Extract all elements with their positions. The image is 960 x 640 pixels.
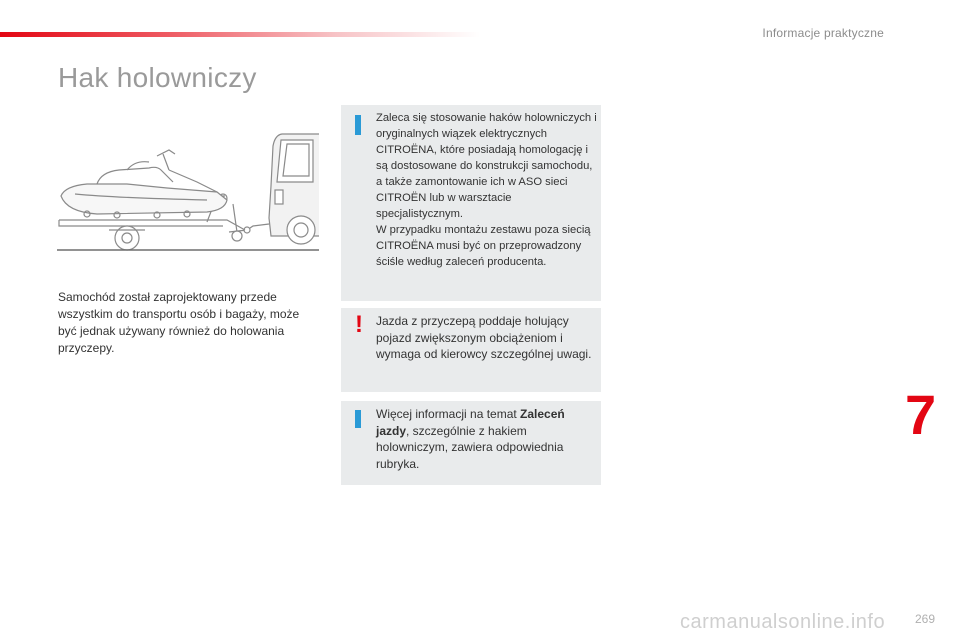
page-number: 269 [915, 612, 936, 626]
warning-note-text: Jazda z przyczepą poddaje holujący pojazd zwiększonym obciążeniom i wymaga od kierowcy szczególnej uwagi. [376, 314, 592, 361]
info-note-driving-text [376, 406, 598, 472]
info-note-driving-advice [341, 401, 601, 485]
driving-advice-link-text: Zaleceń jazdy [376, 407, 565, 438]
header-accent-bar [0, 32, 480, 37]
info-note-text-before: Więcej informacji na temat [376, 407, 521, 421]
warning-icon: ! [355, 311, 363, 338]
intro-paragraph: Samochód został zaprojektowany przede wszystkim do transportu osób i bagaży, może być jednak używany również do holowania przyczepy. [58, 290, 300, 355]
info-icon [355, 115, 361, 135]
info-note-homologation [341, 105, 601, 301]
page-title: Hak holowniczy [58, 62, 257, 93]
info-note-text-after: , szczególnie z hakiem holowniczym, zawiera odpowiednia rubryka. [376, 423, 564, 471]
warning-note-trailer-load [341, 308, 601, 392]
chapter-number: 7 [905, 383, 937, 446]
info-note-text: Zaleca się stosowanie haków holowniczych i oryginalnych wiązek elektrycznych CITROËNA, które posiadają homologację i są dostosowane do konstrukcji samochodu, a także zamontowanie ich w ASO sieci CITROËN lub w warsztacie specjalistycznym. W przypadku montażu zestawu poza siecią CITROËNA musi być on przeprowadzony ściśle według zaleceń producenta. [376, 112, 597, 268]
watermark: carmanualsonline.info [680, 611, 886, 633]
section-header: Informacje praktyczne [762, 26, 884, 40]
car-towing-jet-ski-trailer-icon [57, 126, 319, 260]
info-icon [355, 410, 361, 428]
